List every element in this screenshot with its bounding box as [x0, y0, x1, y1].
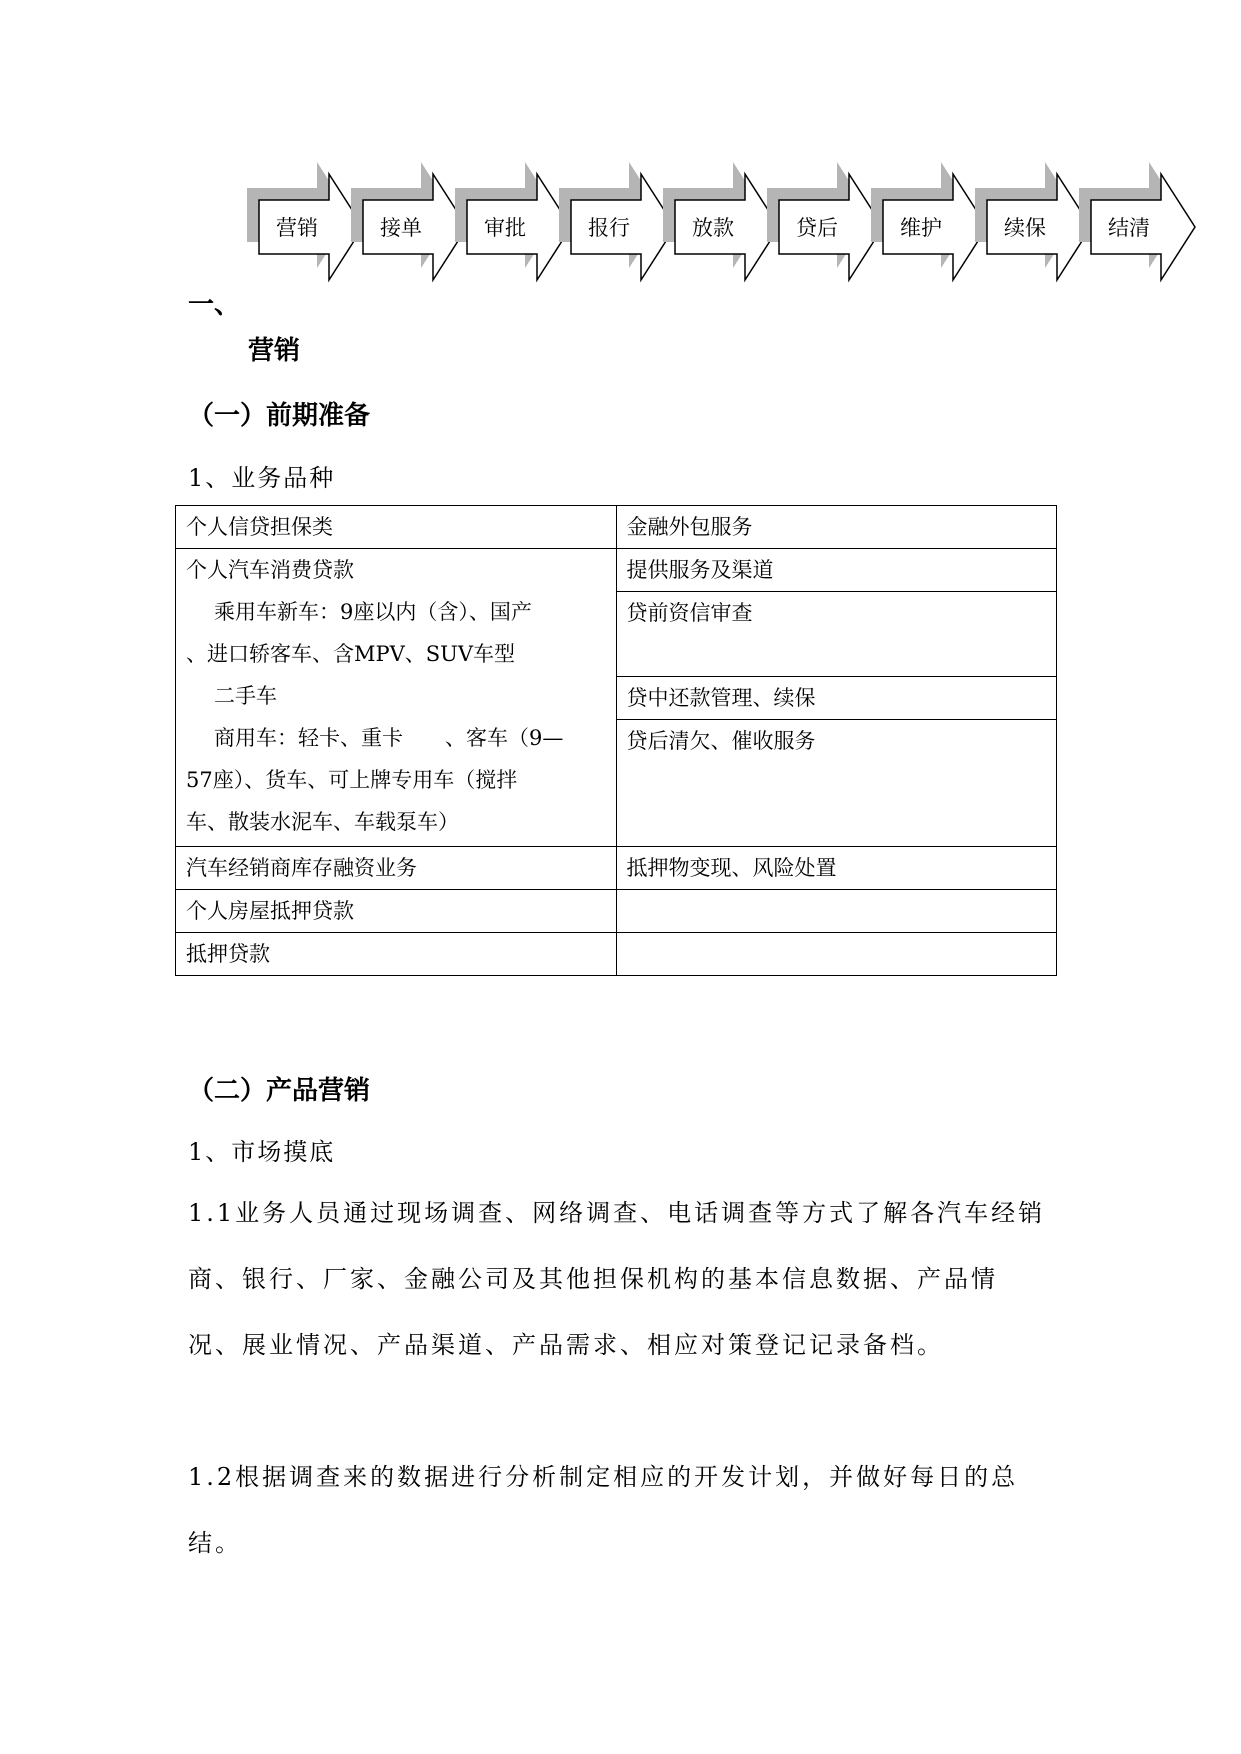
table-cell: 提供服务及渠道	[616, 549, 1057, 592]
business-types-table	[175, 505, 1057, 976]
item-market-survey: 1、市场摸底	[188, 1138, 336, 1166]
table-cell: 贷前资信审查	[616, 592, 1057, 677]
table-cell: 贷后清欠、催收服务	[616, 720, 1057, 847]
section-number: 一、	[188, 290, 241, 320]
section-title: 营销	[248, 336, 301, 366]
flow-step-label: 审批	[484, 216, 526, 240]
process-flow	[0, 0, 1241, 300]
table-cell: 抵押贷款	[176, 933, 617, 976]
table-cell: 汽车经销商库存融资业务	[176, 847, 617, 890]
subsection-title-preparation: （一）前期准备	[188, 401, 371, 431]
table-line: 57座）、货车、可上牌专用车（搅拌	[186, 768, 518, 792]
flow-step-label: 结清	[1108, 216, 1150, 240]
item-business-types: 1、业务品种	[188, 464, 336, 492]
table-cell-auto-loans	[176, 549, 617, 847]
table-cell	[616, 890, 1057, 933]
table-row	[176, 549, 1057, 592]
flow-step-label: 续保	[1004, 216, 1046, 240]
table-line: 、进口轿客车、含MPV、SUV车型	[186, 642, 516, 666]
table-cell: 贷中还款管理、续保	[616, 677, 1057, 720]
table-line: 个人汽车消费贷款	[186, 558, 354, 582]
table-row	[176, 847, 1057, 890]
table-row	[176, 506, 1057, 549]
table-row	[176, 933, 1057, 976]
flow-step-label: 接单	[380, 216, 422, 240]
table-line: 车、散装水泥车、车载泵车）	[186, 810, 459, 834]
flow-step-label: 放款	[692, 216, 734, 240]
table-line: 商用车：轻卡、重卡 、客车（9—	[214, 726, 564, 750]
flow-step-label: 营销	[276, 216, 318, 240]
table-cell	[616, 933, 1057, 976]
table-cell: 抵押物变现、风险处置	[616, 847, 1057, 890]
table-line: 二手车	[214, 684, 277, 708]
flow-step-label: 维护	[900, 216, 942, 240]
subsection-title-marketing: （二）产品营销	[188, 1076, 371, 1106]
table-cell: 金融外包服务	[616, 506, 1057, 549]
flow-step-label: 报行	[588, 216, 630, 240]
paragraph-1-1: 1.1业务人员通过现场调查、网络调查、电话调查等方式了解各汽车经销商、银行、厂家、金融公司及其他担保机构的基本信息数据、产品情况、展业情况、产品渠道、产品需求、相应对策登记记录备档。	[188, 1199, 1046, 1359]
table-cell: 个人信贷担保类	[176, 506, 617, 549]
table-row	[176, 890, 1057, 933]
paragraph-1-2: 1.2根据调查来的数据进行分析制定相应的开发计划，并做好每日的总结。	[188, 1463, 1019, 1557]
flow-step-label: 贷后	[796, 216, 838, 240]
table-line: 乘用车新车：9座以内（含）、国产	[214, 600, 532, 624]
table-cell: 个人房屋抵押贷款	[176, 890, 617, 933]
